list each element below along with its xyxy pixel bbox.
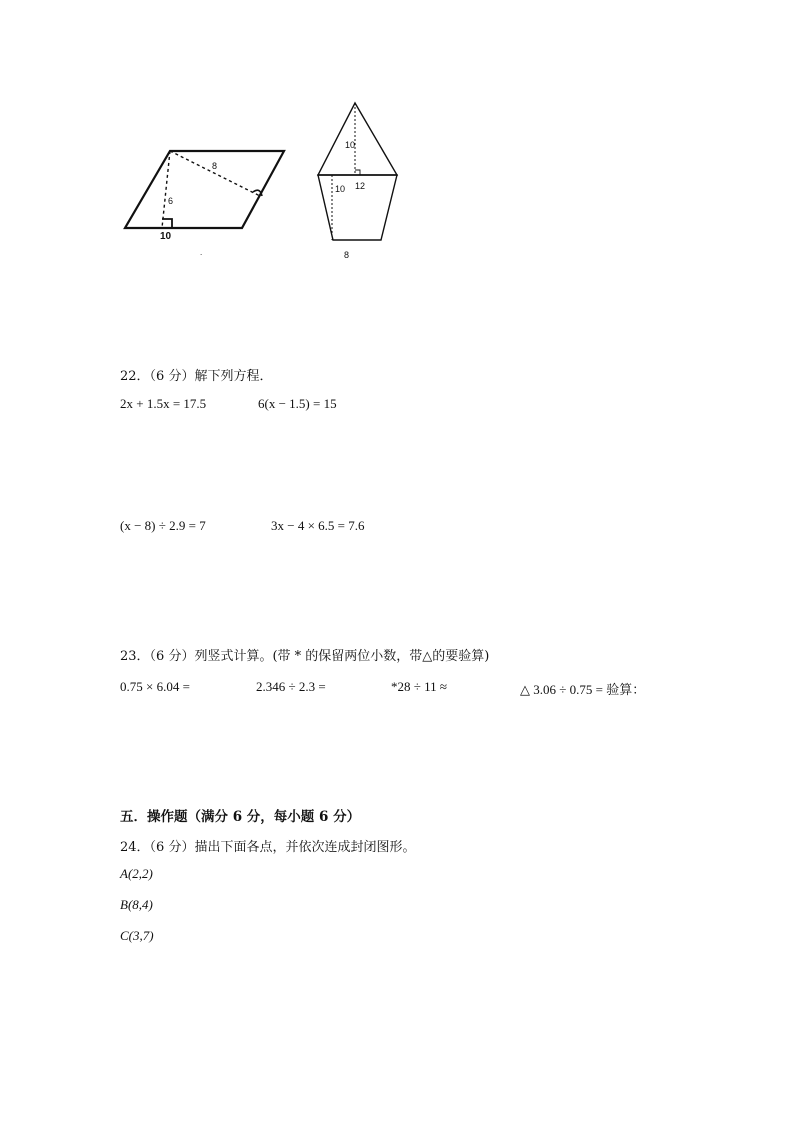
kite-bottom-width-label: 8 (344, 250, 350, 260)
q22-equation: 3x − 4 × 6.5 = 7.6 (271, 518, 365, 533)
q23-item: 0.75 × 6.04 = (120, 679, 190, 694)
q23-item: 2.346 ÷ 2.3 = (256, 679, 326, 694)
kite-top-width-label: 12 (355, 181, 366, 191)
parallelogram-base-label: 10 (160, 231, 172, 242)
section-heading: 五．操作题（满分 6 分，每小题 6 分） (120, 809, 361, 825)
q24-point: A(2,2) (120, 866, 153, 881)
q23-item: △ 3.06 ÷ 0.75 = 验算： (520, 682, 646, 697)
geometry-figures (110, 95, 430, 270)
q22-equation: 2x + 1.5x = 17.5 (120, 396, 207, 411)
q24-title: 24．（6 分）描出下面各点，并依次连成封闭图形。 (120, 840, 416, 855)
parallelogram-figure (125, 151, 284, 257)
parallelogram-slant-height-label: 8 (212, 161, 218, 171)
q22-title: 22．（6 分）解下列方程． (120, 369, 273, 384)
q23-item: *28 ÷ 11 ≈ (391, 679, 448, 694)
kite-figure (318, 103, 397, 260)
kite-triangle-height-label: 10 (345, 140, 356, 150)
q23-title: 23．（6 分）列竖式计算。(带 * 的保留两位小数，带△的要验算) (120, 649, 490, 664)
parallelogram-height-label: 6 (168, 196, 174, 206)
q22-equation: (x − 8) ÷ 2.9 = 7 (120, 518, 206, 533)
kite-trapezoid-height-label: 10 (335, 184, 346, 194)
q24-point: B(8,4) (120, 897, 153, 912)
svg-text:.: . (200, 248, 203, 257)
q24-point: C(3,7) (120, 928, 154, 943)
q22-equation: 6(x − 1.5) = 15 (258, 396, 337, 411)
